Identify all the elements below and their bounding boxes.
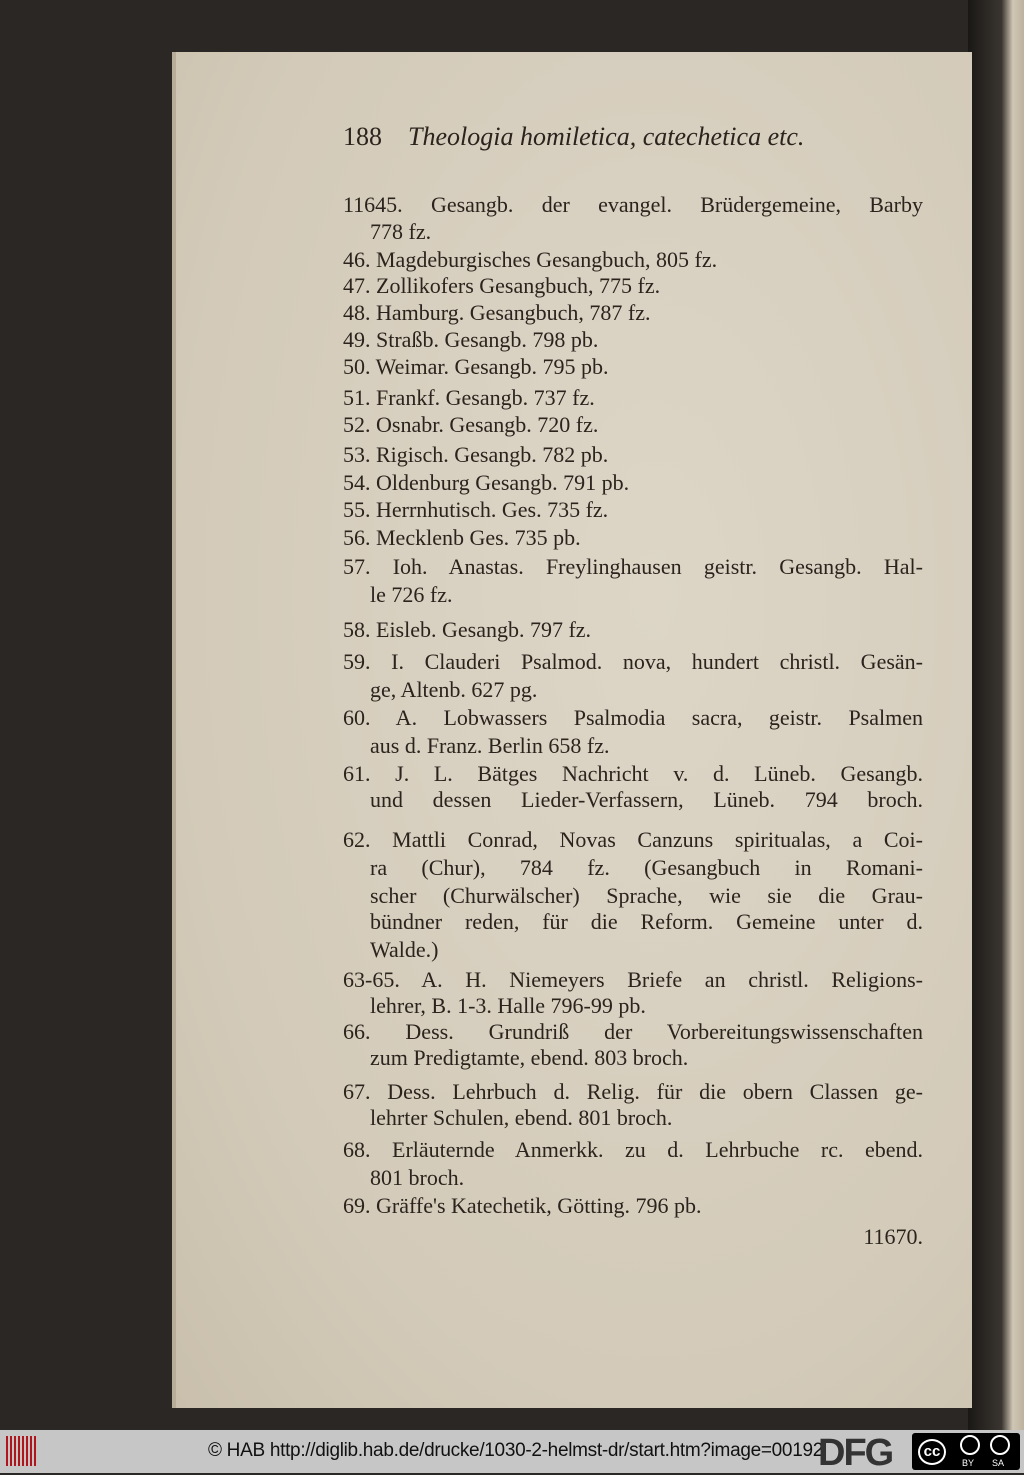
dfg-logo: DFG — [818, 1432, 893, 1474]
entry-line: 56. Mecklenb Ges. 735 pb. — [343, 525, 581, 550]
entry-line: 58. Eisleb. Gesangb. 797 fz. — [343, 617, 592, 642]
entry-line: 51. Frankf. Gesangb. 737 fz. — [343, 385, 595, 410]
entry-line: 57. Ioh. Anastas. Freylinghausen geistr. Gesangb. Hal- — [343, 554, 923, 579]
entry-line: 11645. Gesangb. der evangel. Brüdergemeine, Barby — [343, 192, 923, 217]
entry-line: 60. A. Lobwassers Psalmodia sacra, geistr. Psalmen — [343, 705, 923, 730]
entry-line: 52. Osnabr. Gesangb. 720 fz. — [343, 412, 599, 437]
running-title: Theologia homiletica, catechetica etc. — [408, 122, 805, 151]
entry-line: aus d. Franz. Berlin 658 fz. — [370, 733, 610, 758]
entry-line: bündner reden, für die Reform. Gemeine unter d. — [370, 909, 923, 934]
hab-logo-icon — [6, 1436, 38, 1466]
entry-line: 49. Straßb. Gesangb. 798 pb. — [343, 327, 599, 352]
entry-line: 62. Mattli Conrad, Novas Canzuns spiritualas, a Coi- — [343, 827, 923, 852]
entry-line: ra (Chur), 784 fz. (Gesangbuch in Romani- — [370, 855, 923, 880]
entry-line: 46. Magdeburgisches Gesangbuch, 805 fz. — [343, 247, 718, 272]
entry-line: 778 fz. — [370, 219, 432, 244]
entry-line: und dessen Lieder-Verfassern, Lüneb. 794 broch. — [370, 787, 923, 812]
page-header — [343, 122, 804, 152]
entry-line: 67. Dess. Lehrbuch d. Relig. für die obern Classen ge- — [343, 1079, 923, 1104]
entry-line: 50. Weimar. Gesangb. 795 pb. — [343, 354, 609, 379]
entry-line: 61. J. L. Bätges Nachricht v. d. Lüneb. Gesangb. — [343, 761, 923, 786]
entry-line: 801 broch. — [370, 1165, 465, 1190]
attribution-icon — [960, 1435, 980, 1455]
cc-icon: cc — [918, 1439, 946, 1465]
copyright-link[interactable]: © HAB http://diglib.hab.de/drucke/1030-2-helmst-dr/start.htm?image=00192 — [208, 1440, 823, 1461]
running-total: 11670. — [863, 1224, 923, 1249]
entry-line: zum Predigtamte, ebend. 803 broch. — [370, 1045, 689, 1070]
entry-line: lehrer, B. 1-3. Halle 796-99 pb. — [370, 993, 646, 1018]
by-label: BY — [962, 1458, 975, 1468]
entry-line: 69. Gräffe's Katechetik, Götting. 796 pb. — [343, 1193, 702, 1218]
entry-line: 48. Hamburg. Gesangbuch, 787 fz. — [343, 300, 651, 325]
entry-line: Walde.) — [370, 937, 439, 962]
entry-line: le 726 fz. — [370, 582, 453, 607]
entry-line: 54. Oldenburg Gesangb. 791 pb. — [343, 470, 630, 495]
book-spine-edge — [968, 0, 1024, 1430]
share-alike-icon — [990, 1435, 1010, 1455]
entry-line: 63-65. A. H. Niemeyers Briefe an christl. Religions- — [343, 967, 923, 992]
entry-line: 47. Zollikofers Gesangbuch, 775 fz. — [343, 273, 661, 298]
entry-line: ge, Altenb. 627 pg. — [370, 677, 538, 702]
entry-line: 53. Rigisch. Gesangb. 782 pb. — [343, 442, 609, 467]
entry-line: 59. I. Clauderi Psalmod. nova, hundert christl. Gesän- — [343, 649, 923, 674]
page-number: 188 — [343, 122, 382, 151]
cc-by-sa-license-icon[interactable] — [912, 1433, 1020, 1470]
entry-line: lehrter Schulen, ebend. 801 broch. — [370, 1105, 673, 1130]
entry-line: 66. Dess. Grundriß der Vorbereitungswissenschaften — [343, 1019, 923, 1044]
sa-label: SA — [992, 1458, 1005, 1468]
entry-line: scher (Churwälscher) Sprache, wie sie die Grau- — [370, 883, 923, 908]
entry-line: 68. Erläuternde Anmerkk. zu d. Lehrbuche rc. ebend. — [343, 1137, 923, 1162]
entry-line: 55. Herrnhutisch. Ges. 735 fz. — [343, 497, 609, 522]
viewer-footer — [0, 1430, 1024, 1473]
